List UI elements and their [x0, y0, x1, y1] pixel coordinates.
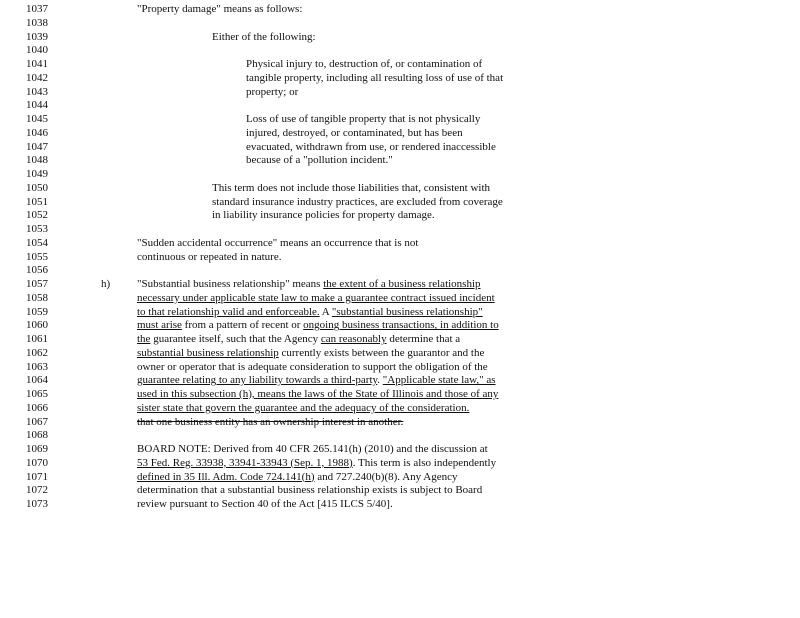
document-line: [0, 16, 800, 30]
text-segment: "Sudden accidental occurrence" means an occurrence that is not: [137, 236, 419, 249]
line-number: 1072: [26, 484, 48, 497]
document-line: [0, 415, 800, 429]
line-number: 1055: [26, 250, 48, 263]
document-line: [0, 181, 800, 195]
line-number: 1066: [26, 401, 48, 414]
line-text: [246, 153, 393, 167]
text-segment: "Substantial business relationship" means: [137, 278, 324, 290]
line-text: [137, 415, 403, 429]
inserted-text: ongoing business transactions, in addition to: [303, 319, 499, 332]
inserted-text: "substantial business relationship": [331, 305, 483, 318]
line-number: 1058: [26, 291, 48, 304]
line-number: 1067: [26, 415, 48, 428]
line-number: 1068: [26, 429, 48, 442]
document-line: [0, 71, 800, 85]
document-line: [0, 2, 800, 16]
text-segment: standard insurance industry practices, are excluded from coverage: [212, 195, 503, 208]
line-number: 1057: [26, 278, 48, 290]
inserted-text: "Applicable state law," as: [382, 374, 496, 387]
inserted-text: can reasonably: [320, 333, 387, 345]
line-text: [137, 483, 482, 497]
line-text: [137, 346, 484, 360]
text-segment: BOARD NOTE: Derived from 40 CFR 265.141(h) (2010) and the discussion at: [137, 443, 488, 455]
document-line: [0, 332, 800, 346]
inserted-text: substantial business relationship: [137, 346, 279, 359]
document-line: [0, 250, 800, 264]
text-segment: .: [377, 374, 383, 387]
line-number: 1061: [26, 333, 48, 345]
document-line: [0, 153, 800, 167]
document-line: [0, 112, 800, 126]
document-line: [0, 456, 800, 470]
subsection-label: h): [101, 278, 111, 290]
line-number: 1047: [26, 140, 48, 153]
inserted-text: the: [137, 333, 151, 345]
document-line: [0, 43, 800, 57]
line-text: [246, 126, 463, 140]
line-number: 1054: [26, 236, 48, 249]
line-text: [212, 181, 490, 195]
line-text: [137, 2, 302, 16]
line-text: [137, 318, 499, 332]
inserted-text: the extent of a business relationship: [323, 278, 481, 290]
document-line: [0, 126, 800, 140]
deleted-text: that one business entity has an ownership interest in another.: [137, 415, 404, 428]
line-number: 1056: [26, 264, 48, 277]
document-line: [0, 98, 800, 112]
line-number: 1051: [26, 195, 48, 208]
document-line: [0, 483, 800, 497]
line-text: [137, 250, 281, 264]
inserted-text: defined in 35 Ill. Adm. Code 724.141(h): [137, 470, 315, 483]
line-text: [137, 387, 498, 401]
text-segment: currently exists between the guarantor and the: [278, 346, 485, 359]
line-text: [137, 305, 483, 319]
line-number: 1041: [26, 58, 48, 70]
document-line: [0, 373, 800, 387]
line-number: 1070: [26, 456, 48, 469]
line-text: [137, 236, 418, 250]
line-text: [246, 112, 480, 126]
line-number: 1040: [26, 44, 48, 57]
text-segment: Physical injury to, destruction of, or contamination of: [246, 58, 483, 70]
line-text: [137, 291, 495, 305]
document-line: [0, 442, 800, 456]
text-segment: from a pattern of recent or: [181, 319, 304, 332]
line-text: [137, 360, 488, 374]
inserted-text: must arise: [137, 319, 182, 332]
line-text: [246, 57, 482, 71]
line-number: 1062: [26, 346, 48, 359]
text-segment: guarantee itself, such that the Agency: [150, 333, 321, 345]
line-number: 1039: [26, 30, 48, 43]
line-text: [246, 140, 496, 154]
line-text: [137, 456, 496, 470]
document-line: [0, 428, 800, 442]
line-number: 1049: [26, 168, 48, 180]
document-line: [0, 318, 800, 332]
line-text: [137, 277, 481, 291]
line-number: 1046: [26, 126, 48, 139]
line-text: [137, 401, 469, 415]
inserted-text: necessary under applicable state law to make a guarantee contract issued incident: [137, 291, 495, 304]
text-segment: evacuated, withdrawn from use, or rendered inaccessible: [246, 140, 496, 153]
text-segment: A: [319, 305, 332, 318]
text-segment: This term does not include those liabilities that, consistent with: [212, 181, 491, 194]
document-line: [0, 208, 800, 222]
line-number: 1050: [26, 181, 48, 194]
line-number: 1060: [26, 319, 48, 332]
inserted-text: 53 Fed. Reg. 33938, 33941-33943 (Sep. 1, 1988): [137, 456, 353, 469]
line-text: [212, 30, 316, 44]
document-line: [0, 85, 800, 99]
text-segment: in liability insurance policies for property damage.: [212, 209, 435, 222]
document-line: [0, 360, 800, 374]
text-segment: . This term is also independently: [352, 456, 497, 469]
text-segment: determination that a substantial business relationship exists is subject to Board: [137, 484, 483, 497]
line-text: [212, 195, 503, 209]
document-line: [0, 277, 800, 291]
text-segment: determine that a: [386, 333, 461, 345]
line-number: 1037: [26, 3, 48, 15]
text-segment: Either of the following:: [212, 30, 316, 43]
document-line: [0, 291, 800, 305]
line-number: 1059: [26, 305, 48, 318]
document-line: [0, 346, 800, 360]
line-number: 1071: [26, 470, 48, 483]
line-number: 1069: [26, 443, 48, 455]
line-number: 1065: [26, 388, 48, 400]
line-number: 1038: [26, 16, 48, 29]
line-text: [137, 470, 458, 484]
line-number: 1043: [26, 85, 48, 98]
document-line: [0, 222, 800, 236]
text-segment: tangible property, including all resulting loss of use of that: [246, 71, 504, 84]
text-segment: because of a "pollution incident.": [246, 154, 393, 167]
line-number: 1044: [26, 99, 48, 112]
inserted-text: to that relationship valid and enforceable.: [137, 305, 320, 318]
document-line: [0, 305, 800, 319]
line-text: [246, 71, 503, 85]
document-line: [0, 401, 800, 415]
text-segment: owner or operator that is adequate consideration to support the obligation of the: [137, 360, 488, 373]
document-line: [0, 57, 800, 71]
text-segment: Loss of use of tangible property that is not physically: [246, 113, 481, 125]
line-text: [212, 208, 435, 222]
inserted-text: used in this subsection (h), means the laws of the State of Illinois and those of any: [137, 388, 499, 400]
line-number: 1053: [26, 223, 48, 235]
line-text: [246, 85, 298, 99]
text-segment: review pursuant to Section 40 of the Act [415 ILCS 5/40].: [137, 498, 393, 510]
document-line: [0, 140, 800, 154]
text-segment: injured, destroyed, or contaminated, but has been: [246, 126, 463, 139]
text-segment: continuous or repeated in nature.: [137, 250, 282, 263]
document-line: [0, 387, 800, 401]
inserted-text: guarantee relating to any liability towards a third-party: [137, 374, 378, 387]
line-number: 1045: [26, 113, 48, 125]
inserted-text: sister state that govern the guarantee and the adequacy of the consideration.: [137, 401, 470, 414]
document-line: [0, 195, 800, 209]
line-number: 1052: [26, 209, 48, 222]
document-line: [0, 30, 800, 44]
text-segment: "Property damage" means as follows:: [137, 3, 303, 15]
line-text: [137, 373, 496, 387]
line-number: 1064: [26, 374, 48, 387]
line-number: 1042: [26, 71, 48, 84]
document-line: [0, 263, 800, 277]
line-number: 1073: [26, 498, 48, 510]
text-segment: and 727.240(b)(8). Any Agency: [314, 470, 458, 483]
document-line: [0, 497, 800, 511]
line-text: [137, 497, 393, 511]
line-number: 1048: [26, 154, 48, 167]
document-line: [0, 470, 800, 484]
text-segment: property; or: [246, 85, 299, 98]
line-number: 1063: [26, 360, 48, 373]
line-text: [137, 442, 488, 456]
line-text: [137, 332, 460, 346]
document-line: [0, 167, 800, 181]
document-line: [0, 236, 800, 250]
